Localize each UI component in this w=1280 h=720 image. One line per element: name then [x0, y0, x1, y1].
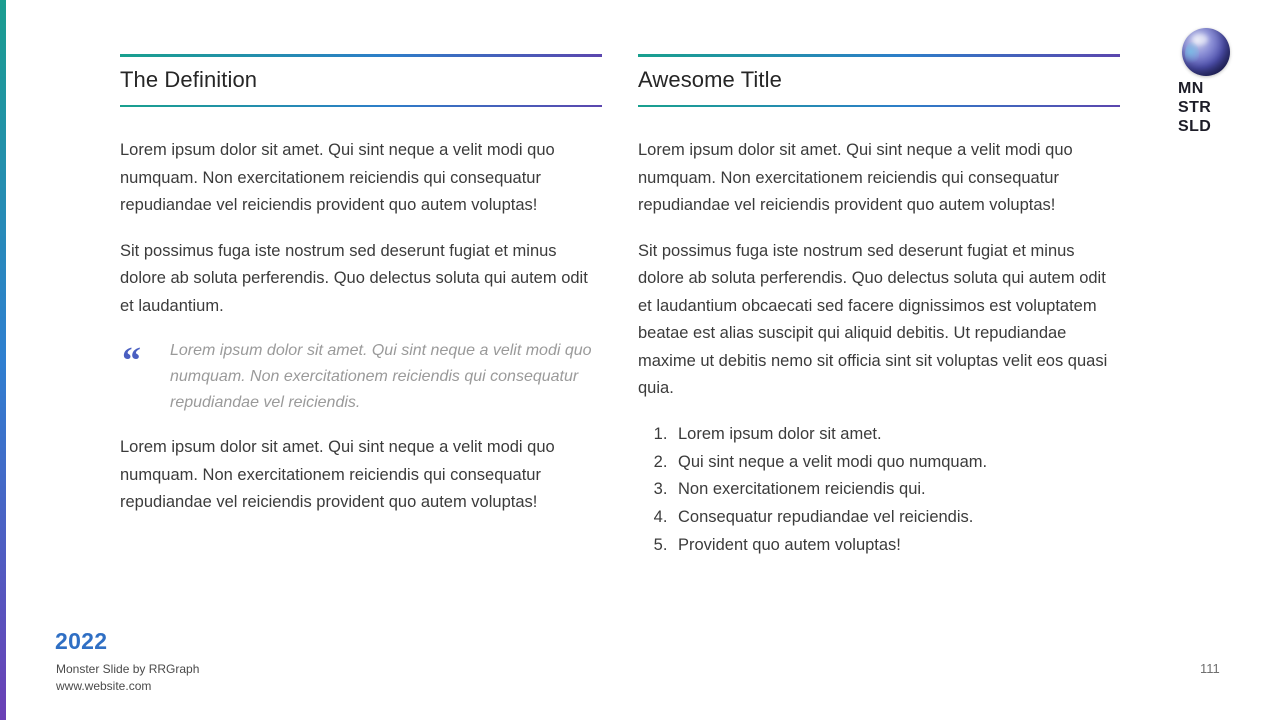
- list-item: 5. Provident quo autem voluptas!: [672, 532, 1120, 560]
- right-paragraph-2: Sit possimus fuga iste nostrum sed deserunt fugiat et minus dolore ab soluta perferendis. Quo delectus soluta qui autem odit et laudantium obcaecati sed facere dignissimos est voluptatem beatae est alias suscipit qui aliquid debitis. Ut repudiandae maxime ut debitis nemo sit officia sint sit voluptas velit eos quasi quia.: [638, 241, 1108, 398]
- pull-quote: [120, 338, 602, 416]
- list-item: 2. Qui sint neque a velit modi quo numquam.: [672, 449, 1120, 477]
- left-column-top-rule: [120, 54, 602, 57]
- brand-logo-line-1: MN: [1178, 80, 1204, 97]
- quote-mark-icon: “: [122, 340, 141, 383]
- numbered-list: [638, 421, 1120, 560]
- footer-year: 2022: [55, 628, 108, 654]
- brand-logo-text: [1178, 80, 1238, 137]
- right-paragraph-1: Lorem ipsum dolor sit amet. Qui sint neque a velit modi quo numquam. Non exercitationem reiciendis qui consequatur repudiandae vel reiciendis provident quo autem voluptas!: [638, 141, 1073, 215]
- list-item: 4. Consequatur repudiandae vel reiciendis.: [672, 504, 1120, 532]
- brand-logo: [1178, 28, 1238, 137]
- left-paragraph-2: Sit possimus fuga iste nostrum sed deserunt fugiat et minus dolore ab soluta perferendis. Quo delectus soluta qui autem odit et laudantium.: [120, 241, 588, 315]
- left-column: [120, 54, 602, 560]
- right-column-title: Awesome Title: [638, 67, 782, 92]
- footer-credit: Monster Slide by RRGraph: [56, 662, 200, 676]
- right-column-underline: [638, 105, 1120, 107]
- list-item: 1. Lorem ipsum dolor sit amet.: [672, 421, 1120, 449]
- list-item: 3. Non exercitationem reiciendis qui.: [672, 476, 1120, 504]
- left-column-underline: [120, 105, 602, 107]
- two-column-body: [120, 54, 1120, 560]
- right-column-top-rule: [638, 54, 1120, 57]
- pull-quote-text: Lorem ipsum dolor sit amet. Qui sint neque a velit modi quo numquam. Non exercitationem reiciendis qui consequatur repudiandae vel reiciendis.: [170, 342, 592, 412]
- right-column: [638, 54, 1120, 560]
- left-column-title: The Definition: [120, 67, 258, 92]
- footer-website: www.website.com: [56, 679, 152, 693]
- brand-logo-line-3: SLD: [1178, 117, 1212, 135]
- brand-logo-line-2: STR: [1178, 98, 1212, 116]
- sphere-orb-icon: [1182, 28, 1230, 76]
- left-paragraph-3: Lorem ipsum dolor sit amet. Qui sint neque a velit modi quo numquam. Non exercitationem reiciendis qui consequatur repudiandae vel reiciendis provident quo autem voluptas!: [120, 438, 555, 512]
- page-number: 111: [1200, 661, 1220, 676]
- left-paragraph-1: Lorem ipsum dolor sit amet. Qui sint neque a velit modi quo numquam. Non exercitationem reiciendis qui consequatur repudiandae vel reiciendis provident quo autem voluptas!: [120, 141, 555, 215]
